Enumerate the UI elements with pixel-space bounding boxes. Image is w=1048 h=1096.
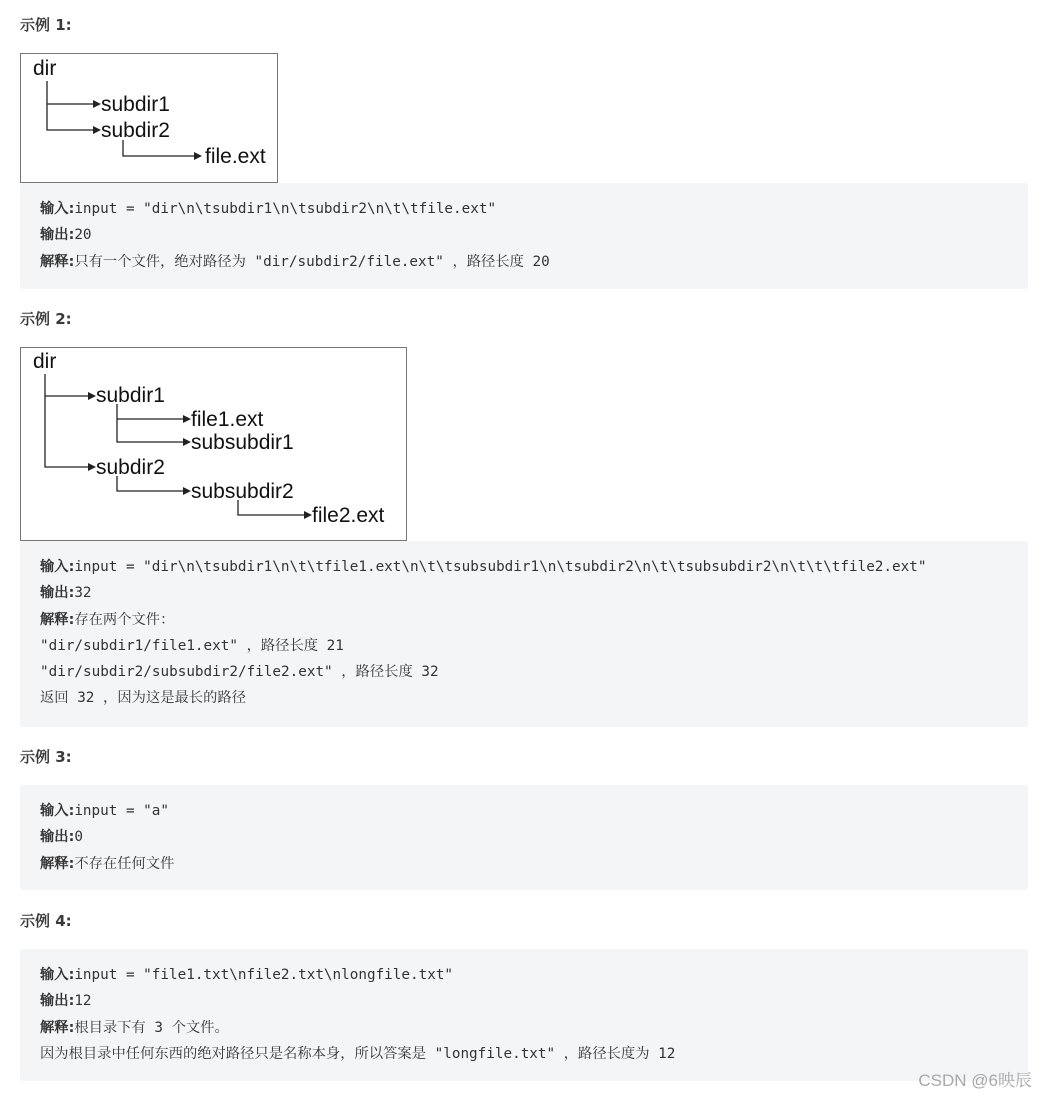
example-4-code-block	[20, 949, 1028, 1081]
explanation-line: 解释:存在两个文件：	[40, 611, 175, 628]
example-2-heading: 示例 2:	[20, 310, 72, 328]
tree-node-subdir1: subdir1	[96, 384, 165, 407]
explanation-line: 返回 32 ，因为这是最长的路径	[40, 690, 246, 707]
tree-node-file-ext: file.ext	[205, 145, 266, 168]
input-line: 输入:input = "a"	[40, 803, 169, 819]
explanation-line: "dir/subdir1/file1.ext" ，路径长度 21	[40, 637, 344, 654]
example-2-code-block	[20, 541, 1028, 727]
output-line: 输出:20	[40, 227, 92, 244]
output-line: 输出:0	[40, 829, 83, 846]
explanation-line: 因为根目录中任何东西的绝对路径只是名称本身，所以答案是 "longfile.txt" ，路径长度为 12	[40, 1045, 676, 1062]
tree-node-subsubdir1: subsubdir1	[191, 431, 294, 454]
input-line: 输入:input = "dir\n\tsubdir1\n\t\tfile1.ext\n\t\tsubsubdir1\n\tsubdir2\n\t\tsubsubdir2\n\t\t\tfile2.ext"	[40, 559, 927, 575]
example-1-code-block	[20, 183, 1028, 289]
tree-node-dir: dir	[33, 350, 57, 373]
input-line: 输入:input = "dir\n\tsubdir1\n\tsubdir2\n\t\tfile.ext"	[40, 201, 497, 217]
explanation-line: 解释:根目录下有 3 个文件。	[40, 1019, 229, 1036]
input-line: 输入:input = "file1.txt\nfile2.txt\nlongfile.txt"	[40, 967, 454, 983]
example-2-tree-diagram	[20, 347, 407, 541]
explanation-line: "dir/subdir2/subsubdir2/file2.ext" ，路径长度 32	[40, 664, 439, 681]
explanation-line: 解释:不存在任何文件	[40, 855, 175, 872]
output-line: 输出:12	[40, 993, 92, 1010]
tree-node-subdir1: subdir1	[101, 93, 170, 116]
example-1-heading: 示例 1:	[20, 16, 72, 34]
tree-node-subdir2: subdir2	[96, 456, 165, 479]
example-3-code-block	[20, 785, 1028, 890]
tree-node-file1-ext: file1.ext	[191, 408, 264, 431]
output-line: 输出:32	[40, 585, 92, 602]
example-1-tree-diagram	[20, 53, 278, 183]
tree-node-dir: dir	[33, 57, 57, 80]
example-3-heading: 示例 3:	[20, 748, 72, 766]
explanation-line: 解释:只有一个文件，绝对路径为 "dir/subdir2/file.ext" ，路径长度 20	[40, 253, 550, 270]
tree-node-subsubdir2: subsubdir2	[191, 480, 294, 503]
tree-node-subdir2: subdir2	[101, 119, 170, 142]
csdn-watermark: CSDN @6映辰	[918, 1071, 1032, 1090]
example-4-heading: 示例 4:	[20, 912, 72, 930]
tree-node-file2-ext: file2.ext	[312, 504, 385, 527]
